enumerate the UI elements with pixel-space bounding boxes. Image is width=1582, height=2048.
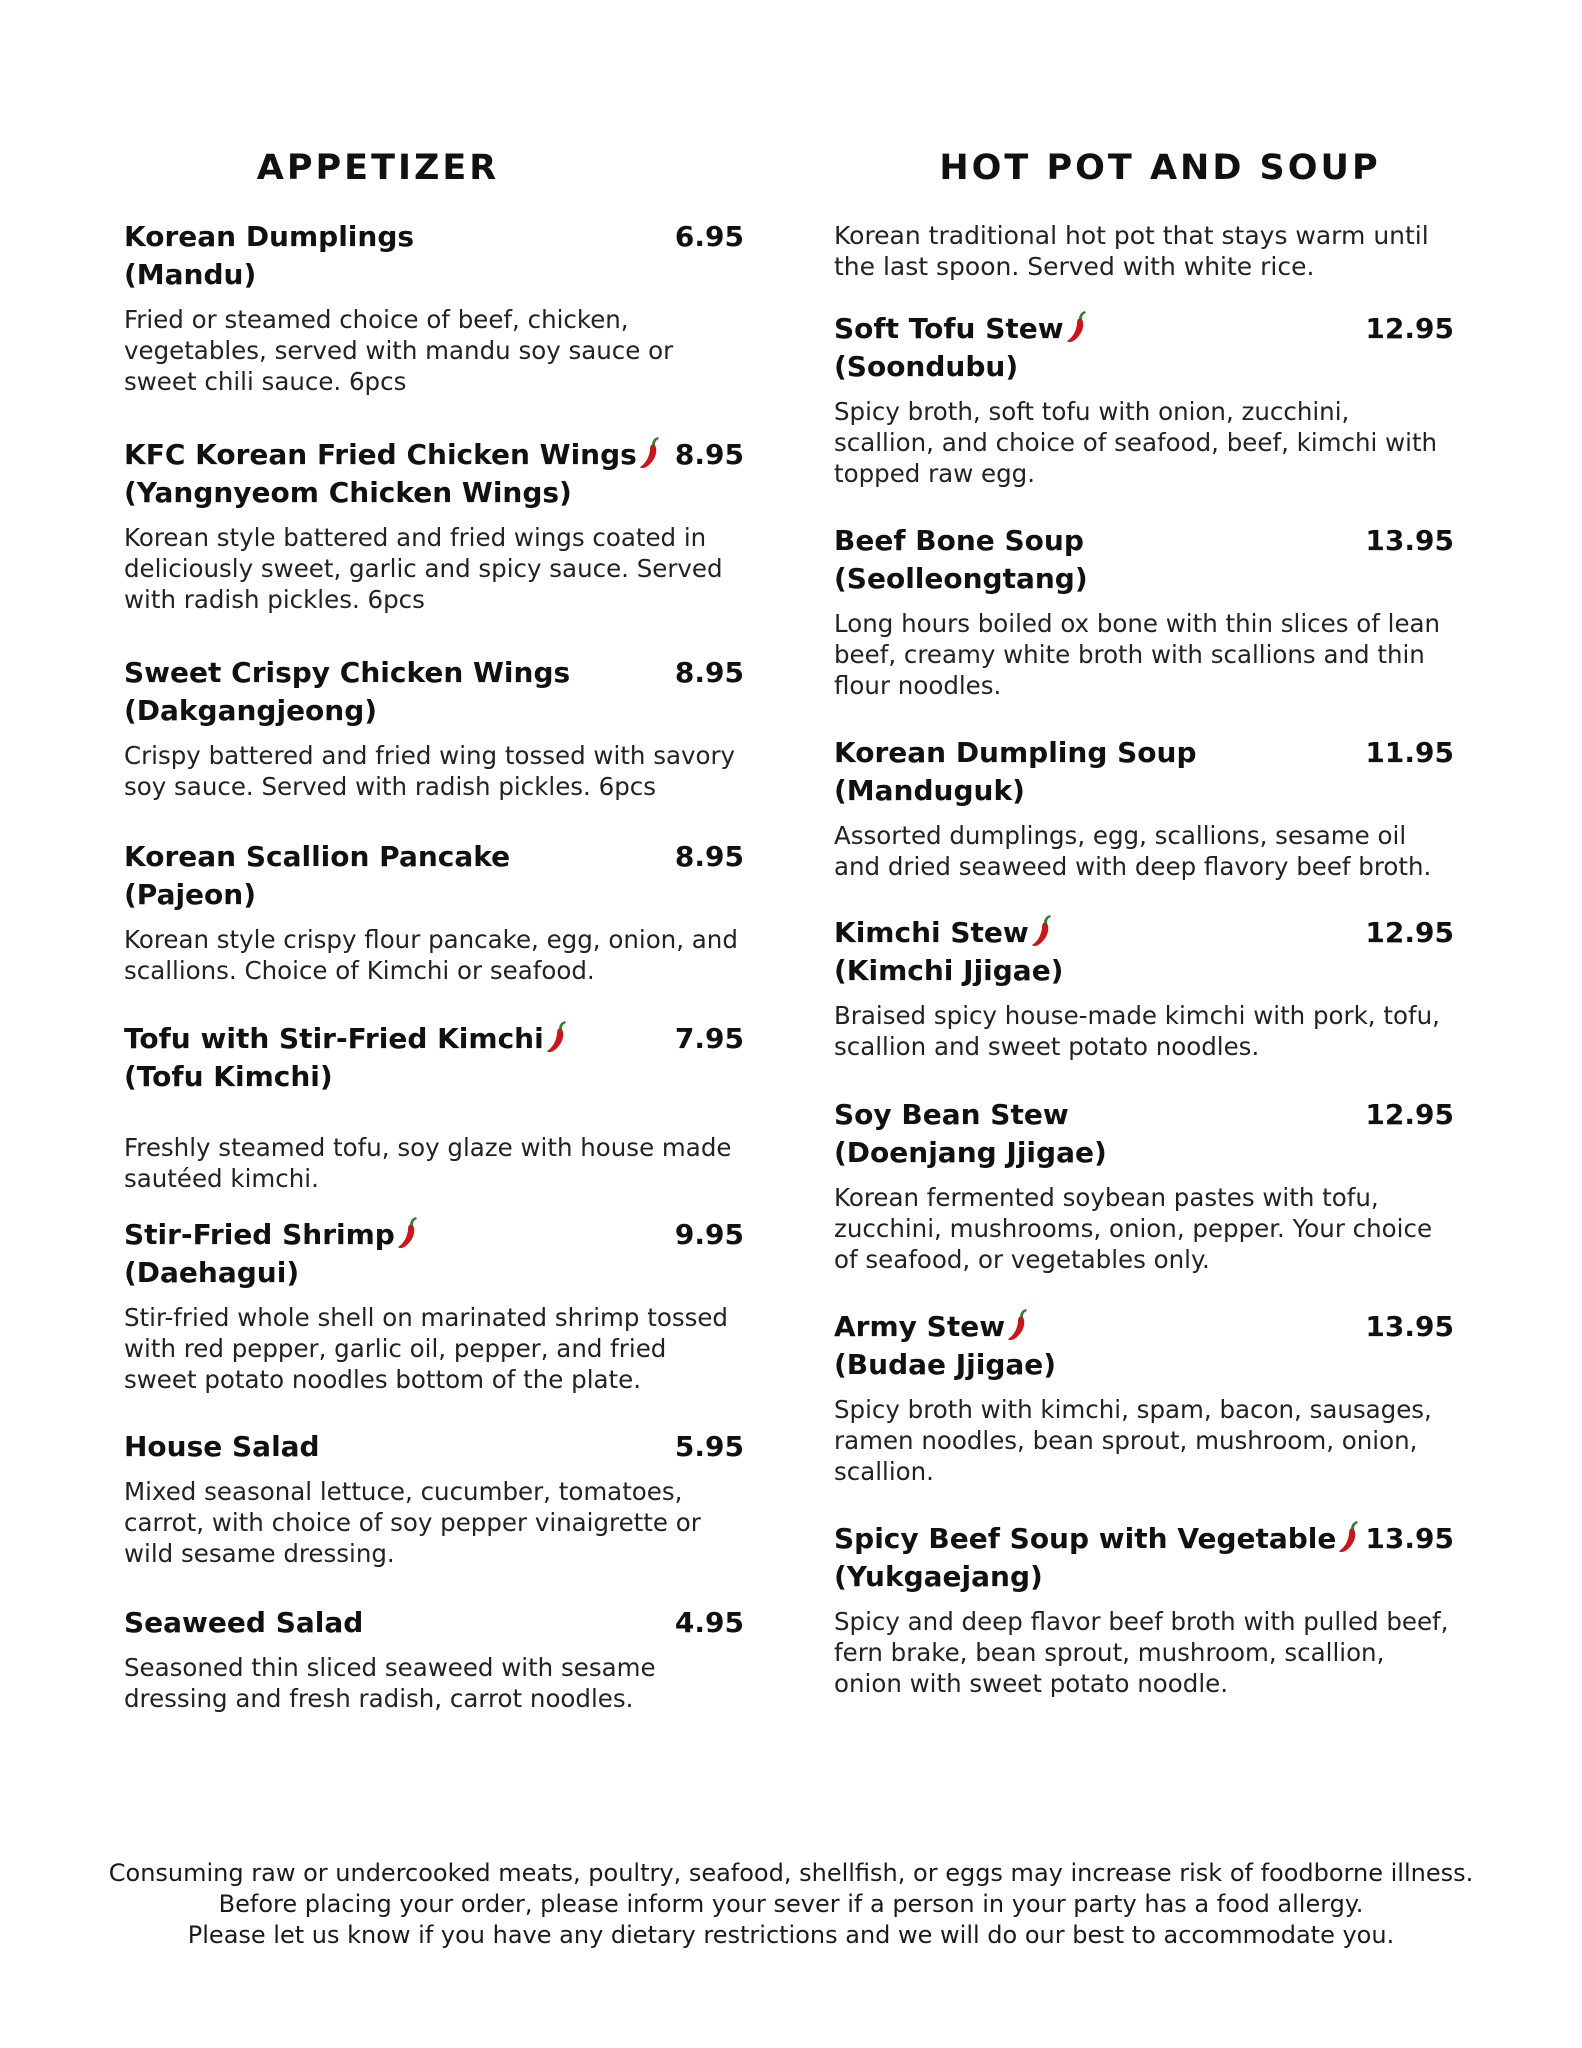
- menu-item-header: [124, 218, 744, 256]
- menu-item-name: KFC Korean Fried Chicken Wings: [124, 438, 637, 471]
- menu-item-header: [124, 1216, 744, 1254]
- menu-item-korean-name: (Seolleongtang): [834, 562, 1088, 595]
- menu-item-price: 4.95: [674, 1606, 744, 1639]
- menu-item: [124, 1216, 744, 1395]
- menu-item: [124, 1428, 744, 1569]
- menu-item-header: [834, 1520, 1454, 1558]
- menu-item-header: [124, 838, 744, 876]
- menu-item: [834, 1308, 1454, 1487]
- menu-item: [124, 1604, 744, 1714]
- menu-item-name: Beef Bone Soup: [834, 524, 1084, 557]
- menu-item-name: House Salad: [124, 1430, 320, 1463]
- menu-item-price: 13.95: [1365, 524, 1454, 557]
- menu-item-korean-name: (Yangnyeom Chicken Wings): [124, 476, 572, 509]
- menu-item-header: [124, 1428, 744, 1466]
- menu-item-name: Korean Dumplings: [124, 220, 415, 253]
- menu-item-price: 13.95: [1365, 1522, 1454, 1555]
- menu-item-description: Fried or steamed choice of beef, chicken, vegetables, served with mandu soy sauce or sweet chili sauce. 6pcs: [124, 305, 674, 396]
- menu-item-price: 8.95: [674, 438, 744, 471]
- menu-item-description: Korean style crispy flour pancake, egg, onion, and scallions. Choice of Kimchi or seafood.: [124, 925, 738, 985]
- menu-item-description: Assorted dumplings, egg, scallions, sesame oil and dried seaweed with deep flavory beef broth.: [834, 821, 1432, 881]
- menu-item-header: [834, 914, 1454, 952]
- menu-item-price: 11.95: [1365, 736, 1454, 769]
- menu-item-description: Mixed seasonal lettuce, cucumber, tomatoes, carrot, with choice of soy pepper vinaigrette or wild sesame dressing.: [124, 1477, 701, 1568]
- menu-item: [124, 838, 744, 986]
- chili-pepper-icon: [1338, 1520, 1360, 1554]
- menu-item: [124, 218, 744, 397]
- menu-item-description: Spicy and deep flavor beef broth with pulled beef, fern brake, bean sprout, mushroom, scallion, onion with sweet potato noodle.: [834, 1607, 1449, 1698]
- menu-item-name: Army Stew: [834, 1310, 1006, 1343]
- menu-item-name: Korean Scallion Pancake: [124, 840, 511, 873]
- menu-item-name: Stir-Fried Shrimp: [124, 1218, 395, 1251]
- hotpot-section-title: HOT POT AND SOUP: [939, 148, 1381, 188]
- menu-item-price: 12.95: [1365, 916, 1454, 949]
- menu-item-korean-name: (Kimchi Jjigae): [834, 954, 1064, 987]
- menu-item-header: [124, 654, 744, 692]
- chili-pepper-icon: [546, 1020, 568, 1054]
- menu-item-description: Korean fermented soybean pastes with tofu, zucchini, mushrooms, onion, pepper. Your choice of seafood, or vegetables only.: [834, 1183, 1433, 1274]
- menu-item-name: Sweet Crispy Chicken Wings: [124, 656, 571, 689]
- menu-item: [124, 436, 744, 615]
- menu-item-price: 8.95: [674, 656, 744, 689]
- menu-item-korean-name: (Manduguk): [834, 774, 1025, 807]
- menu-item-korean-name: (Soondubu): [834, 350, 1019, 383]
- menu-item-header: [834, 734, 1454, 772]
- menu-item-header: [124, 1020, 744, 1058]
- menu-item-korean-name: (Budae Jjigae): [834, 1348, 1057, 1381]
- menu-item-header: [834, 310, 1454, 348]
- menu-item-description: Korean style battered and fried wings coated in deliciously sweet, garlic and spicy sauce. Served with radish pickles. 6pcs: [124, 523, 723, 614]
- menu-item-name: Soy Bean Stew: [834, 1098, 1069, 1131]
- menu-item-korean-name: (Yukgaejang): [834, 1560, 1043, 1593]
- menu-item-korean-name: (Mandu): [124, 258, 257, 291]
- menu-item-korean-name: (Tofu Kimchi): [124, 1060, 333, 1093]
- menu-item-korean-name: (Doenjang Jjigae): [834, 1136, 1107, 1169]
- menu-item-name: Korean Dumpling Soup: [834, 736, 1197, 769]
- menu-item-price: 6.95: [674, 220, 744, 253]
- menu-item-header: [124, 436, 744, 474]
- disclaimer-line: Please let us know if you have any dietary restrictions and we will do our best to accommodate you.: [187, 1921, 1395, 1949]
- menu-item-korean-name: (Dakgangjeong): [124, 694, 378, 727]
- menu-item-price: 8.95: [674, 840, 744, 873]
- menu-item-name: Seaweed Salad: [124, 1606, 364, 1639]
- menu-item-description: Stir-fried whole shell on marinated shrimp tossed with red pepper, garlic oil, pepper, and fried sweet potato noodles bottom of the plate.: [124, 1303, 728, 1394]
- menu-item: [834, 914, 1454, 1062]
- chili-pepper-icon: [1066, 310, 1088, 344]
- menu-item-description: Spicy broth, soft tofu with onion, zucchini, scallion, and choice of seafood, beef, kimchi with topped raw egg.: [834, 397, 1438, 488]
- menu-item: [834, 1520, 1454, 1699]
- menu-item: [834, 310, 1454, 489]
- menu-item: [834, 1096, 1454, 1275]
- menu-item-header: [834, 1096, 1454, 1134]
- disclaimer-line: Consuming raw or undercooked meats, poultry, seafood, shellfish, or eggs may increase risk of foodborne illness.: [108, 1859, 1474, 1887]
- menu-item-description: Braised spicy house-made kimchi with pork, tofu, scallion and sweet potato noodles.: [834, 1001, 1440, 1061]
- menu-item-header: [834, 522, 1454, 560]
- chili-pepper-icon: [1007, 1308, 1029, 1342]
- menu-item-description: Long hours boiled ox bone with thin slices of lean beef, creamy white broth with scallions and thin flour noodles.: [834, 609, 1441, 700]
- menu-item-description: Spicy broth with kimchi, spam, bacon, sausages, ramen noodles, bean sprout, mushroom, onion, scallion.: [834, 1395, 1432, 1486]
- menu-item: [124, 654, 744, 802]
- disclaimer-line: Before placing your order, please inform your sever if a person in your party has a food allergy.: [218, 1890, 1364, 1918]
- menu-item-price: 7.95: [674, 1022, 744, 1055]
- menu-item-header: [834, 1308, 1454, 1346]
- menu-item-description: Seasoned thin sliced seaweed with sesame dressing and fresh radish, carrot noodles.: [124, 1653, 656, 1713]
- menu-item-name: Spicy Beef Soup with Vegetable: [834, 1522, 1337, 1555]
- menu-item-price: 12.95: [1365, 312, 1454, 345]
- menu-item-name: Tofu with Stir-Fried Kimchi: [124, 1022, 544, 1055]
- menu-item: [124, 1020, 744, 1194]
- menu-item: [834, 522, 1454, 701]
- menu-item-description: Freshly steamed tofu, soy glaze with house made sautéed kimchi.: [124, 1133, 732, 1193]
- menu-item-price: 12.95: [1365, 1098, 1454, 1131]
- menu-item-header: [124, 1604, 744, 1642]
- appetizer-section-title: APPETIZER: [256, 148, 500, 188]
- menu-item-price: 9.95: [674, 1218, 744, 1251]
- chili-pepper-icon: [1031, 914, 1053, 948]
- menu-item-name: Soft Tofu Stew: [834, 312, 1064, 345]
- menu-item-price: 13.95: [1365, 1310, 1454, 1343]
- chili-pepper-icon: [639, 436, 661, 470]
- menu-item-korean-name: (Pajeon): [124, 878, 257, 911]
- menu-item-name: Kimchi Stew: [834, 916, 1029, 949]
- menu-item-price: 5.95: [674, 1430, 744, 1463]
- allergy-disclaimer: [0, 1858, 1582, 1951]
- chili-pepper-icon: [397, 1216, 419, 1250]
- menu-item-description: Crispy battered and fried wing tossed with savory soy sauce. Served with radish pickles. 6pcs: [124, 741, 736, 801]
- hotpot-intro: Korean traditional hot pot that stays warm until the last spoon. Served with white rice.: [834, 221, 1429, 281]
- menu-item: [834, 734, 1454, 882]
- menu-item-korean-name: (Daehagui): [124, 1256, 300, 1289]
